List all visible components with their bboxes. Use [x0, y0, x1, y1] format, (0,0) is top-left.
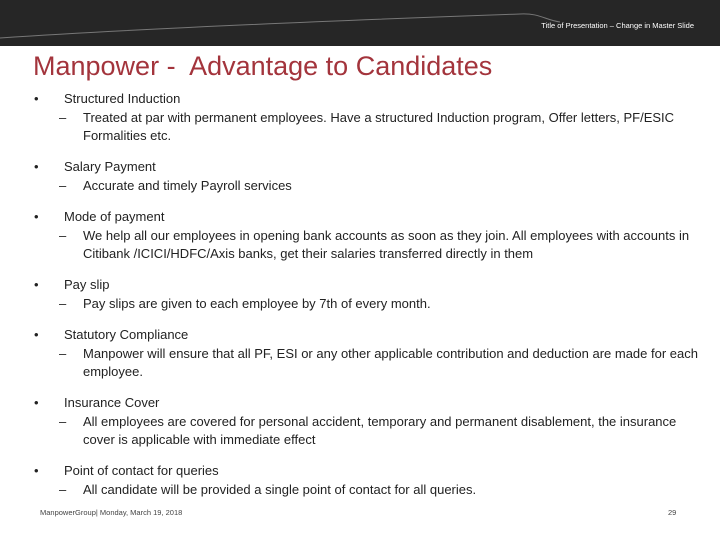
page-number: 29 [668, 508, 677, 517]
item-detail: Treated at par with permanent employees. Have a structured Induction program, Offer letters, PF/ESIC Formalities etc. [83, 110, 675, 143]
item-detail: Accurate and timely Payroll services [83, 178, 292, 193]
list-item: • Insurance Cover – All employees are covered for personal accident, temporary and permanent disablement, the insurance cover is applicable with immediate effect [30, 395, 700, 449]
presentation-title: Title of Presentation – Change in Master Slide [541, 21, 694, 30]
list-item: • Pay slip – Pay slips are given to each employee by 7th of every month. [30, 277, 700, 313]
header-bar [0, 0, 720, 46]
list-item: • Mode of payment – We help all our employees in opening bank accounts as soon as they join. All employees with accounts in Citibank /ICICI/HDFC/Axis banks, get their salaries transferred directly in them [30, 209, 700, 263]
item-heading: Point of contact for queries [64, 463, 219, 478]
item-heading: Salary Payment [64, 159, 156, 174]
list-item: • Statutory Compliance – Manpower will ensure that all PF, ESI or any other applicable contribution and deduction are made for each employee. [30, 327, 700, 381]
list-item: • Salary Payment – Accurate and timely Payroll services [30, 159, 700, 195]
footer-text: ManpowerGroup| Monday, March 19, 2018 [40, 508, 183, 517]
item-heading: Structured Induction [64, 91, 181, 106]
item-heading: Statutory Compliance [64, 327, 189, 342]
slide-title: Manpower - Advantage to Candidates [33, 51, 493, 81]
item-heading: Insurance Cover [64, 395, 160, 410]
list-item: • Structured Induction – Treated at par with permanent employees. Have a structured Induction program, Offer letters, PF/ESIC Formalities etc. [30, 91, 700, 145]
item-heading: Mode of payment [64, 209, 165, 224]
item-heading: Pay slip [64, 277, 110, 292]
item-detail: All employees are covered for personal accident, temporary and permanent disablement, the insurance cover is applicable with immediate effect [83, 414, 677, 447]
list-item: • Point of contact for queries – All candidate will be provided a single point of contact for all queries. [30, 463, 700, 499]
item-detail: All candidate will be provided a single point of contact for all queries. [83, 482, 477, 497]
bullet-list [30, 91, 700, 513]
item-detail: We help all our employees in opening bank accounts as soon as they join. All employees with accounts in Citibank /ICICI/HDFC/Axis banks, get their salaries transferred directly in them [83, 228, 690, 261]
item-detail: Pay slips are given to each employee by 7th of every month. [83, 296, 431, 311]
item-detail: Manpower will ensure that all PF, ESI or any other applicable contribution and deduction are made for each employee. [83, 346, 698, 379]
